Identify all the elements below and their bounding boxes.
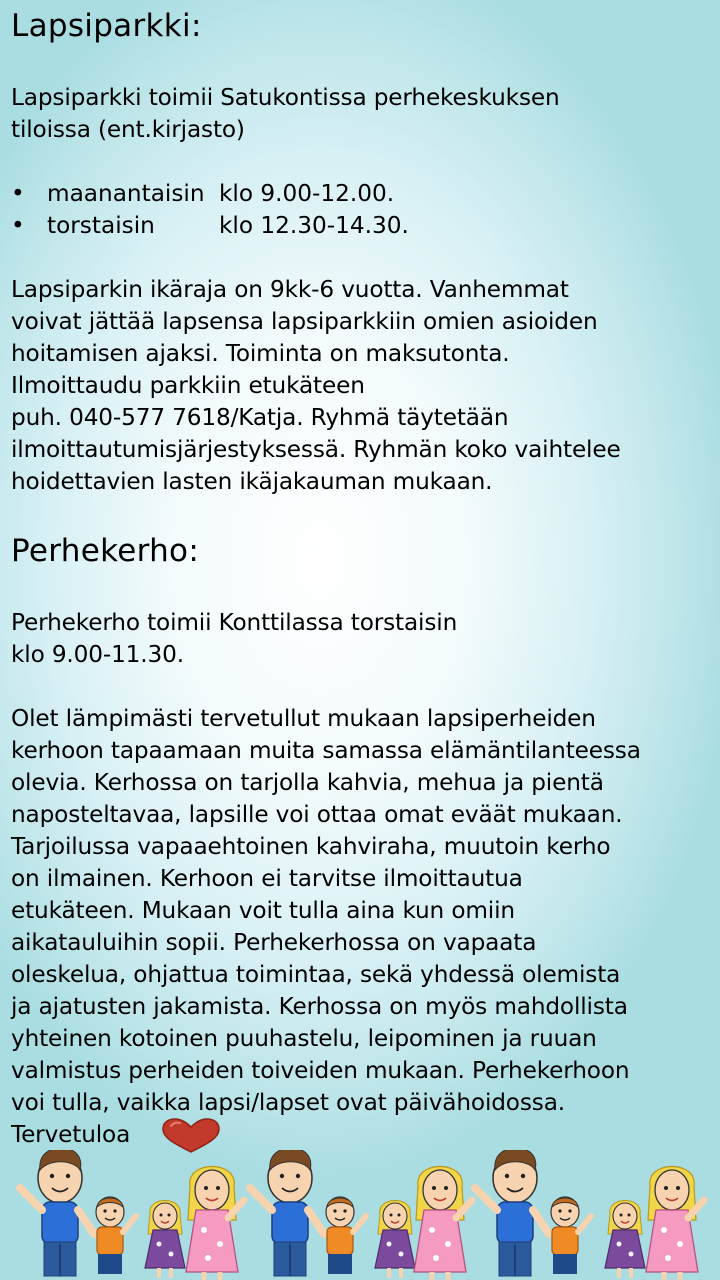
- text-line: Ilmoittaudu parkkiin etukäteen: [11, 372, 365, 399]
- heart-icon: [161, 1118, 221, 1154]
- lapsiparkki-heading: Lapsiparkki:: [11, 8, 202, 44]
- text-line: oleskelua, ohjattua toimintaa, sekä yhdessä olemista: [11, 961, 621, 988]
- boy-figure: [551, 1197, 591, 1274]
- perhekerho-heading: Perhekerho:: [11, 533, 200, 569]
- boy-figure: [96, 1197, 136, 1274]
- bullet-icon: •: [11, 180, 25, 207]
- schedule-day: maanantaisin: [47, 180, 205, 207]
- text-line: olevia. Kerhossa on tarjolla kahvia, mehua ja pientä: [11, 769, 604, 796]
- closing-text: Tervetuloa: [11, 1121, 131, 1148]
- text-line: aikatauluihin sopii. Perhekerhossa on vapaata: [11, 929, 537, 956]
- schedule-item-monday: [11, 178, 711, 210]
- bullet-icon: •: [11, 212, 25, 239]
- text-line: tiloissa (ent.kirjasto): [11, 116, 245, 143]
- text-line: kerhoon tapaamaan muita samassa elämäntilanteessa: [11, 737, 641, 764]
- schedule-item-thursday: [11, 210, 711, 242]
- mom-figure: [646, 1167, 704, 1280]
- lapsiparkki-intro: [11, 82, 560, 146]
- text-line: hoitamisen ajaksi. Toiminta on maksutonta.: [11, 340, 510, 367]
- dad-figure: [475, 1150, 549, 1276]
- text-line: voivat jättää lapsensa lapsiparkkiin omien asioiden: [11, 308, 598, 335]
- text-line: Tarjoilussa vapaaehtoinen kahviraha, muutoin kerho: [11, 833, 611, 860]
- text-line: hoidettavien lasten ikäjakauman mukaan.: [11, 468, 493, 495]
- schedule-day: torstaisin: [47, 212, 155, 239]
- text-line: etukäteen. Mukaan voit tulla aina kun omiin: [11, 897, 515, 924]
- schedule-time: klo 9.00-12.00.: [219, 180, 395, 207]
- perhekerho-details: [11, 703, 641, 1151]
- text-line: on ilmainen. Kerhoon ei tarvitse ilmoittautua: [11, 865, 523, 892]
- girl-figure: [145, 1201, 185, 1279]
- boy-figure: [326, 1197, 366, 1274]
- text-line: Olet lämpimästi tervetullut mukaan lapsiperheiden: [11, 705, 596, 732]
- dad-figure: [20, 1150, 94, 1276]
- girl-figure: [605, 1201, 645, 1279]
- text-line: valmistus perheiden toiveiden mukaan. Perhekerhoon: [11, 1057, 630, 1084]
- schedule-time: klo 12.30-14.30.: [219, 212, 409, 239]
- mom-figure: [186, 1167, 244, 1280]
- girl-figure: [375, 1201, 415, 1279]
- text-line: ja ajatusten jakamista. Kerhossa on myös mahdollista: [11, 993, 628, 1020]
- text-line: naposteltavaa, lapsille voi ottaa omat eväät mukaan.: [11, 801, 623, 828]
- text-line: Lapsiparkin ikäraja on 9kk-6 vuotta. Vanhemmat: [11, 276, 569, 303]
- family-figures-illustration: [0, 1150, 720, 1280]
- perhekerho-intro: [11, 607, 457, 671]
- text-line: yhteinen kotoinen puuhastelu, leipominen ja ruuan: [11, 1025, 597, 1052]
- text-line: Lapsiparkki toimii Satukontissa perhekeskuksen: [11, 84, 560, 111]
- mom-figure: [414, 1167, 472, 1280]
- text-line: ilmoittautumisjärjestyksessä. Ryhmän koko vaihtelee: [11, 436, 621, 463]
- text-line: Perhekerho toimii Konttilassa torstaisin: [11, 609, 458, 636]
- text-line: klo 9.00-11.30.: [11, 641, 184, 668]
- text-line: puh. 040-577 7618/Katja. Ryhmä täytetään: [11, 404, 509, 431]
- dad-figure: [250, 1150, 324, 1276]
- text-line: voi tulla, vaikka lapsi/lapset ovat päivähoidossa.: [11, 1089, 565, 1116]
- lapsiparkki-details: [11, 274, 621, 498]
